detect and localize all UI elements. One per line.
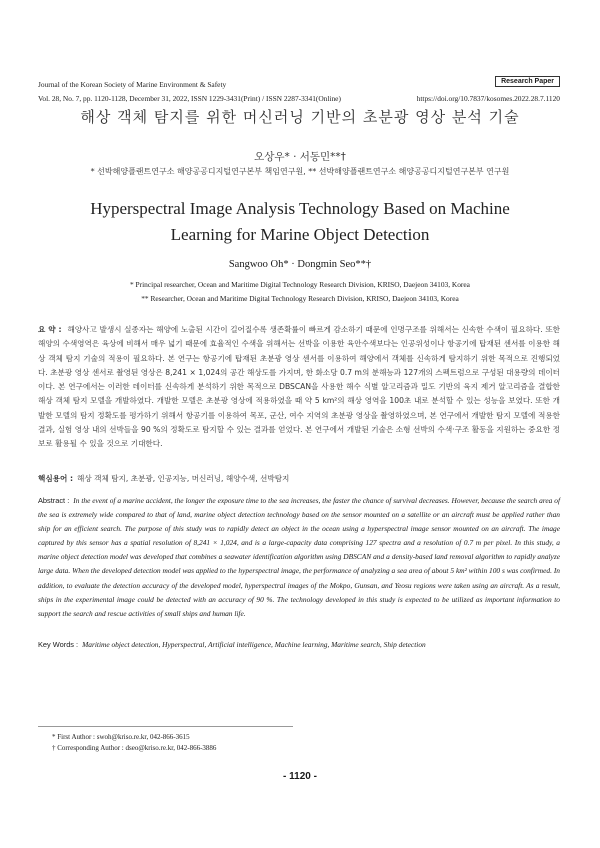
english-authors: Sangwoo Oh* · Dongmin Seo**† — [228, 259, 372, 270]
english-title — [0, 196, 600, 248]
english-keywords — [38, 640, 426, 649]
english-title-line-2: Learning for Marine Object Detection — [170, 225, 430, 244]
first-author-footnote: * First Author : swoh@kriso.re.kr, 042-866-3615 — [52, 733, 190, 741]
korean-affiliation: * 선박해양플랜트연구소 해양공공디지털연구본부 책임연구원, ** 선박해양플랜트연구소 해양공공디지털연구본부 연구원 — [90, 167, 510, 176]
research-paper-badge: Research Paper — [495, 76, 560, 87]
english-abstract-text: In the event of a marine accident, the longer the exposure time to the sea increases, the faster the chance of survival decreases. However, because the search area of the sea is extremely wide compared to that of land, marine object detection technology based on the sensor mounted on a satellite or an aircraft must be applied rather than ship for an efficient search. The purpose of this study was to rapidly detect an object in the ocean using a hyperspectral image sensor mounted on an aircraft. The image captured by this sensor has a spatial resolution of 8,241 × 1,024, and is a large-capacity data comprising 127 spectra and a resolution of 0.7 m per pixel. In this study, a marine object detection model was developed that combines a seawater identification algorithm using DBSCAN and a density-based land removal algorithm to rapidly analyze large data. When the developed detection model was applied to the hyperspectral image, the performance of analyzing a sea area of about 5 km² within 100 s was confirmed. In addition, to evaluate the detection accuracy of the developed model, hyperspectral images of the Mokpo, Gunsan, and Yeosu regions were taken using an aircraft. As a result, ships in the experimental image could be detected with an accuracy of 90 %. The technology developed in this study is expected to be utilized as important information to support the search and rescue activities of small ships and human life. — [38, 496, 560, 618]
english-keywords-label: Key Words : — [38, 640, 79, 649]
english-abstract-label: Abstract : — [38, 496, 70, 505]
english-affiliation-1: * Principal researcher, Ocean and Maritime Digital Technology Research Division, KRISO, Daejeon 34103, Korea — [130, 280, 470, 289]
korean-keywords-text: 해상 객체 탐지, 초분광, 인공지능, 머신러닝, 해양수색, 선박탐지 — [77, 474, 290, 483]
korean-abstract-text: 해양사고 발생시 실종자는 해양에 노출된 시간이 길어질수록 생존확률이 빠르게 감소하기 때문에 인명구조를 위해서는 신속한 수색이 필요하다. 또한 해양의 수색영역은 육상에 비해서 매우 넓기 때문에 효율적인 수색을 위해서는 선박을 이용한 육안수색보다는 인공위성이나 항공기에 탑재된 센서를 이용한 해상 객체 탐지 기술의 적용이 필요하다. 본 연구는 항공기에 탑재된 초분광 영상 센서를 이용하여 해양에서 객체를 신속하게 탐지하기 위한 목적으로 진행되었다. 초분광 영상 센서로 촬영된 영상은 8,241 × 1,024의 공간 해상도를 가지며, 한 화소당 0.7 m의 분해능과 127개의 스펙트럼으로 구성된 대용량의 데이터이다. 본 연구에서는 이러한 데이터를 신속하게 분석하기 위한 목적으로 DBSCAN을 사용한 해수 식별 알고리즘과 밀도 기반의 육지 제거 알고리즘을 결합한 해상 객체 탐지 모델을 개발하였다. 개발한 모델은 초분광 영상에 적용하였을 때 약 5 km²의 해상 영역을 100초 내로 분석할 수 있는 성능을 보였다. 또한 개발한 모델의 탐지 정확도를 평가하기 위해서 항공기를 이용하여 목포, 군산, 여수 지역의 초분광 영상을 촬영하였으며, 본 연구에서 개발한 탐지 모델에 적용한 결과, 실험 영상 내의 선박들을 90 %의 정확도로 탐지할 수 있는 결과를 얻었다. 본 연구에서 개발된 기술은 소형 선박의 수색·구조 활동을 지원하는 중요한 정보로 활용될 수 있을 것으로 기대한다. — [38, 325, 560, 449]
english-affiliation-2: ** Researcher, Ocean and Maritime Digital Technology Research Division, KRISO, Daejeon 34103, Korea — [141, 294, 459, 303]
korean-abstract — [38, 323, 560, 452]
doi-link[interactable]: https://doi.org/10.7837/kosomes.2022.28.7.1120 — [416, 94, 560, 103]
english-title-line-1: Hyperspectral Image Analysis Technology Based on Machine — [90, 199, 510, 218]
korean-authors: 오상우* · 서동민**† — [254, 151, 346, 163]
footnote-divider — [38, 726, 293, 727]
english-abstract — [38, 494, 560, 621]
page-number: - 1120 - — [283, 771, 317, 782]
journal-name: Journal of the Korean Society of Marine Environment & Safety — [38, 80, 227, 89]
korean-keywords — [38, 473, 289, 484]
citation-line — [38, 94, 560, 103]
corresponding-author-footnote: † Corresponding Author : dseo@kriso.re.kr, 042-866-3886 — [52, 744, 217, 752]
korean-keywords-label: 핵심용어 : — [38, 474, 74, 483]
citation-text: Vol. 28, No. 7, pp. 1120-1128, December 31, 2022, ISSN 1229-3431(Print) / ISSN 2287-3341(Online) — [38, 94, 341, 103]
korean-abstract-label: 요 약 : — [38, 325, 62, 334]
english-keywords-text: Maritime object detection, Hyperspectral, Artificial intelligence, Machine learning, Maritime search, Ship detection — [82, 640, 426, 649]
korean-title: 해상 객체 탐지를 위한 머신러닝 기반의 초분광 영상 분석 기술 — [80, 108, 520, 126]
